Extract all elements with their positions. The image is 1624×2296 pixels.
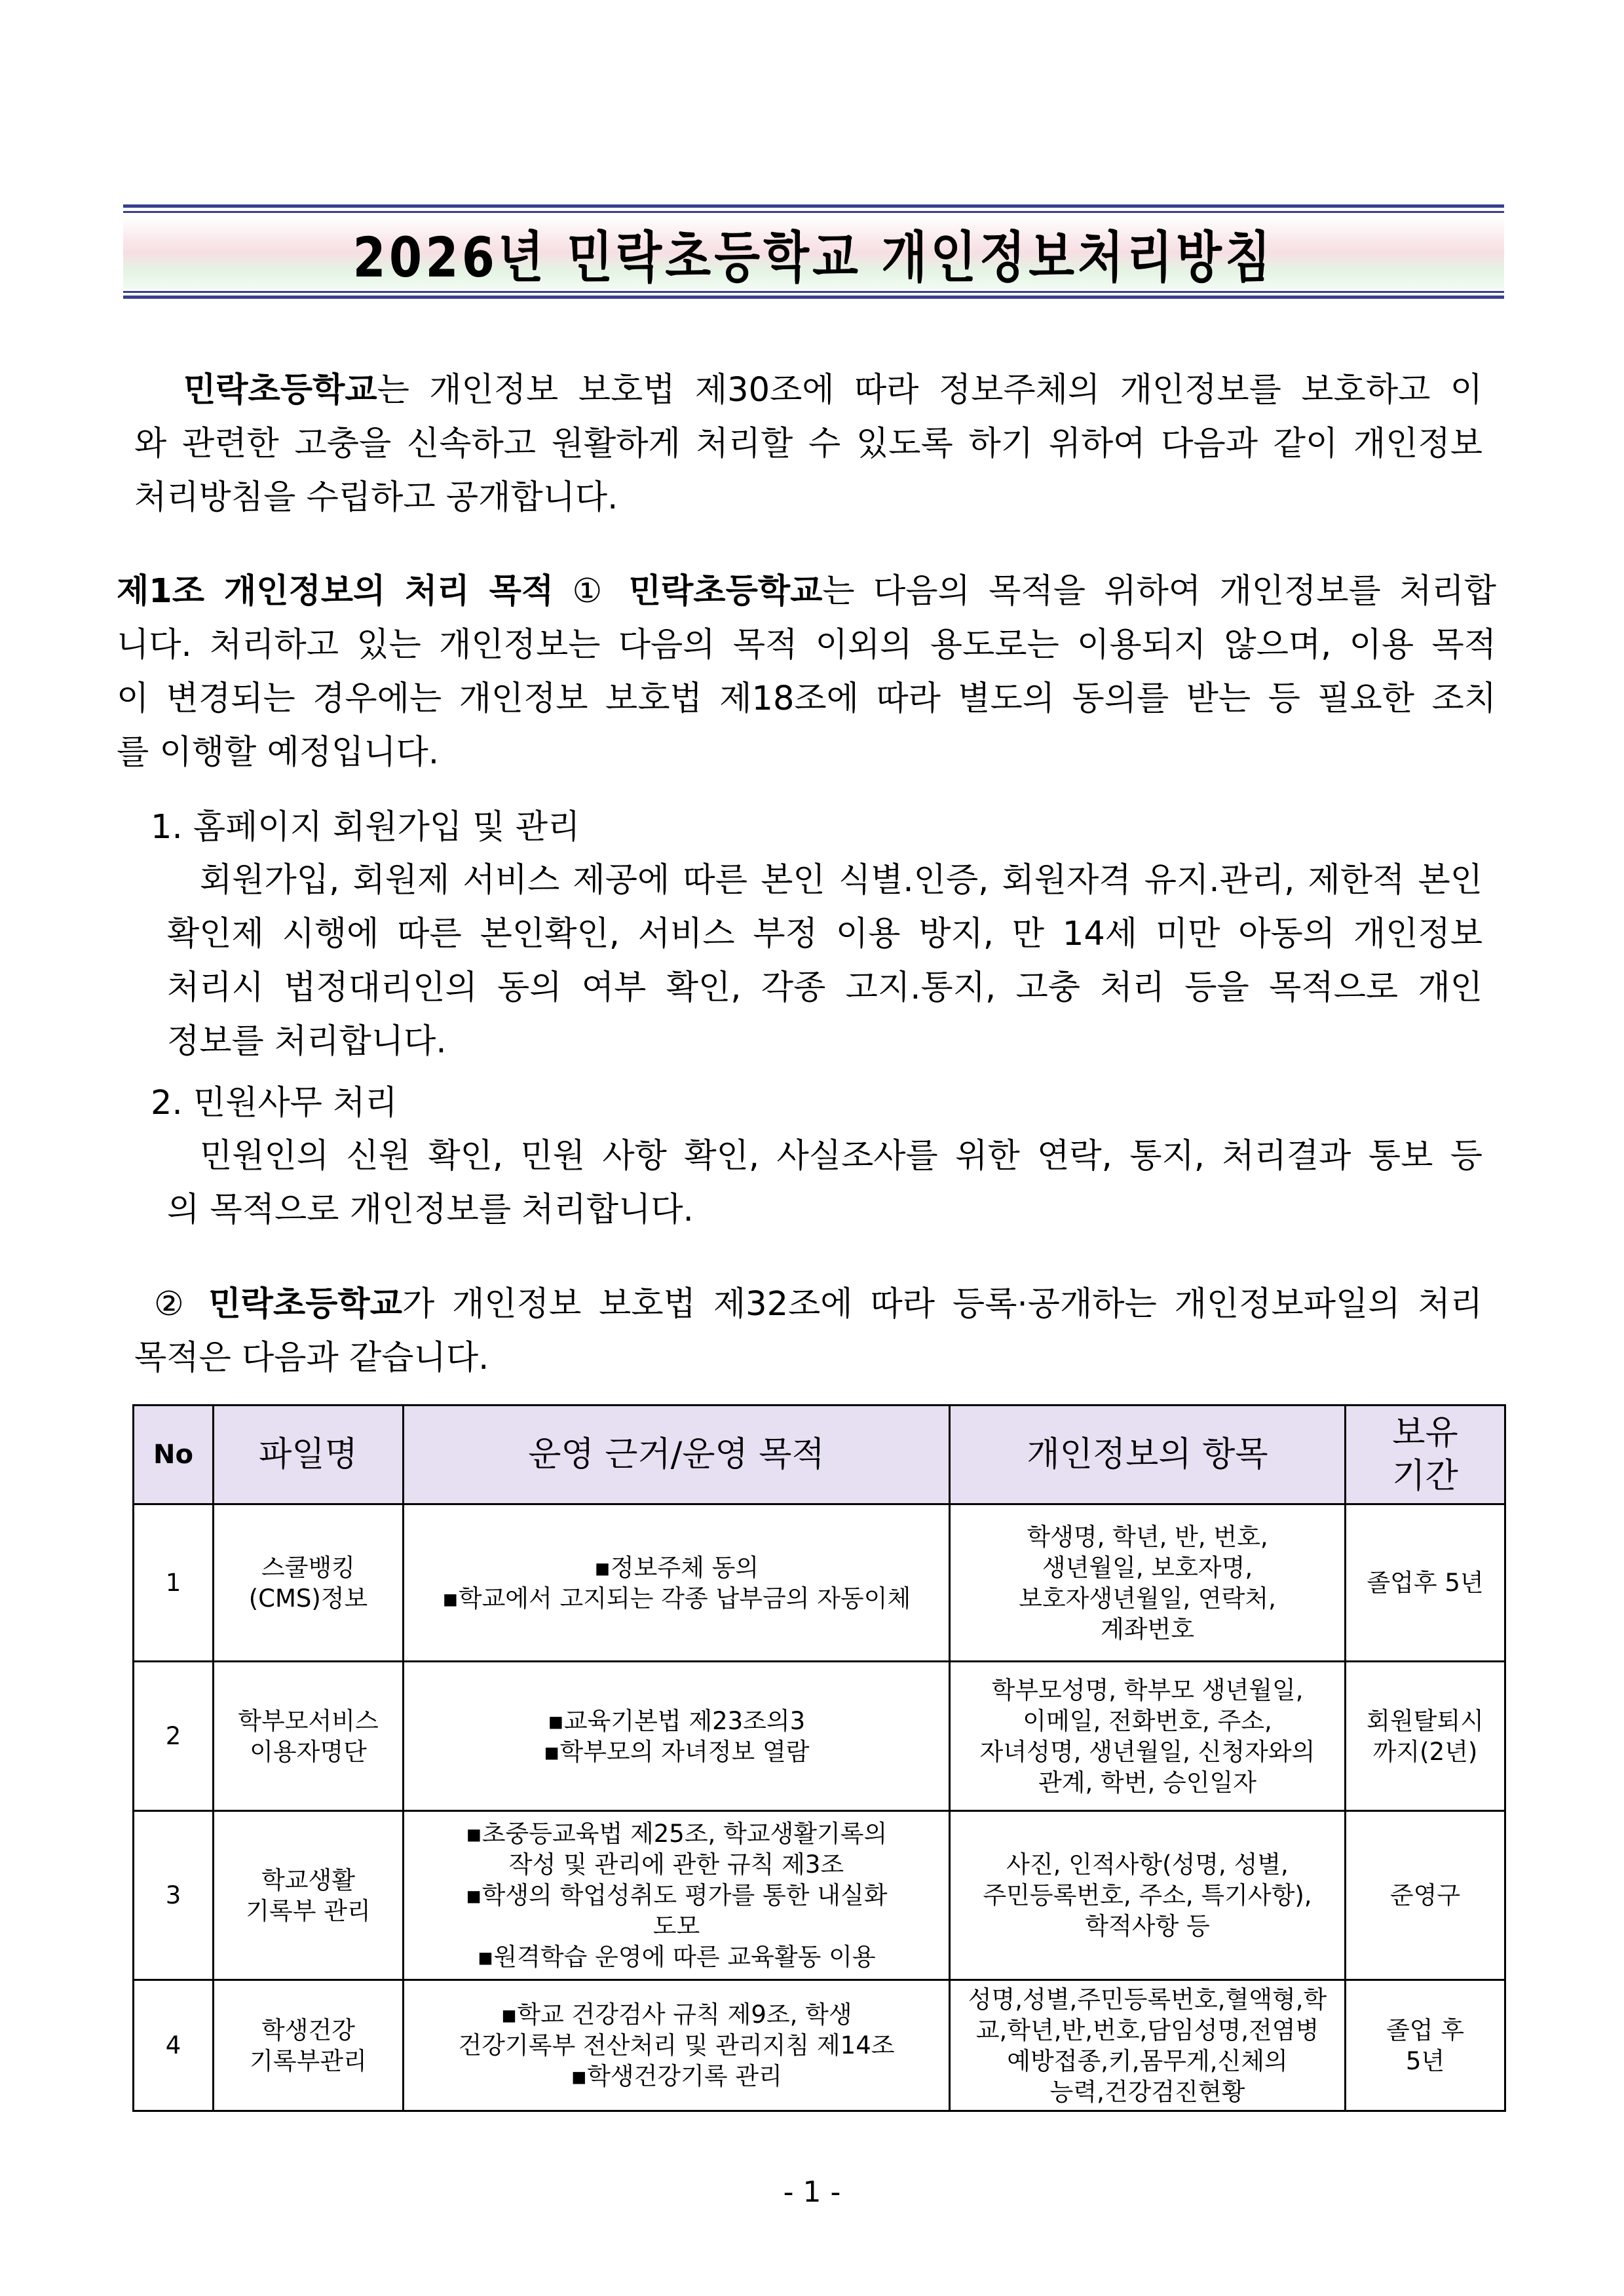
section2-school-name: 민락초등학교	[208, 1285, 402, 1324]
header-items: 개인정보의 항목	[950, 1406, 1346, 1504]
page-number: - 1 -	[783, 2175, 841, 2209]
intro-line-3: 처리방침을 수립하고 공개합니다.	[134, 478, 618, 517]
cell-period: 졸업 후 5년	[1346, 1980, 1505, 2111]
item-1-line-3: 처리시 법정대리인의 동의 여부 확인, 각종 고지.통지, 고충 처리 등을 목적으로 개인	[167, 968, 1482, 1007]
cell-file-name: 스쿨뱅킹 (CMS)정보	[214, 1504, 404, 1662]
title-bottom-rule	[123, 296, 1504, 299]
cell-basis: ▪정보주체 동의 ▪학교에서 고지되는 각종 납부금의 자동이체	[404, 1504, 950, 1662]
cell-no: 2	[134, 1662, 214, 1811]
cell-no: 1	[134, 1504, 214, 1662]
document-title: 2026년 민락초등학교 개인정보처리방침	[352, 225, 1275, 290]
cell-period: 회원탈퇴시 까지(2년)	[1346, 1662, 1505, 1811]
cell-no: 4	[134, 1980, 214, 2111]
item-1-line-4: 정보를 처리합니다.	[167, 1022, 447, 1061]
section2-line-1: ② 민락초등학교가 개인정보 보호법 제32조에 따라 등록·공개하는 개인정보파일의 처리	[154, 1285, 1482, 1324]
title-bottom-rule-thin	[123, 291, 1504, 293]
cell-basis: ▪교육기본법 제23조의3 ▪학부모의 자녀정보 열람	[404, 1662, 950, 1811]
header-retention-period: 보유 기간	[1346, 1406, 1505, 1504]
cell-file-name: 학교생활 기록부 관리	[214, 1811, 404, 1980]
header-file-name: 파일명	[214, 1406, 404, 1504]
intro-paragraph	[134, 364, 1482, 525]
header-no: No	[134, 1406, 214, 1504]
item-2-title: 2. 민원사무 처리	[151, 1084, 398, 1122]
item-1-line-2: 확인제 시행에 따른 본인확인, 서비스 부정 이용 방지, 만 14세 미만 아동의 개인정보	[167, 915, 1482, 953]
intro-line-2: 와 관련한 고충을 신속하고 원활하게 처리할 수 있도록 하기 위하여 다음과 같이 개인정보	[134, 425, 1482, 463]
personal-info-file-table	[132, 1404, 1506, 2112]
article1-line-2: 니다. 처리하고 있는 개인정보는 다음의 목적 이외의 용도로는 이용되지 않으며, 이용 목적	[117, 626, 1496, 664]
article1-paragraph	[117, 565, 1496, 780]
cell-items: 학생명, 학년, 반, 번호, 생년월일, 보호자명, 보호자생년월일, 연락처, 계좌번호	[950, 1504, 1346, 1662]
title-top-rule	[123, 204, 1504, 208]
cell-period: 준영구	[1346, 1811, 1505, 1980]
article1-school-name: 민락초등학교	[628, 572, 823, 611]
item-1-title: 1. 홈페이지 회원가입 및 관리	[151, 808, 580, 847]
intro-line-1: 민락초등학교는 개인정보 보호법 제30조에 따라 정보주체의 개인정보를 보호하고 이	[183, 371, 1482, 410]
table-header-row	[134, 1406, 1505, 1504]
item-1-line-1: 회원가입, 회원제 서비스 제공에 따른 본인 식별.인증, 회원자격 유지.관리, 제한적 본인	[200, 861, 1482, 900]
intro-school-name: 민락초등학교	[183, 371, 377, 410]
cell-basis: ▪초중등교육법 제25조, 학교생활기록의 작성 및 관리에 관한 규칙 제3조 ▪학생의 학업성취도 평가를 통한 내실화 도모 ▪원격학습 운영에 따른 교육활동 이용	[404, 1811, 950, 1980]
table-row	[134, 1811, 1505, 1980]
section2-line-2: 목적은 다음과 같습니다.	[134, 1339, 489, 1377]
article1-line-4: 를 이행할 예정입니다.	[117, 733, 440, 772]
item-1-body	[167, 854, 1482, 1069]
table-row	[134, 1504, 1505, 1662]
item-1	[151, 801, 1487, 854]
article1-line-3: 이 변경되는 경우에는 개인정보 보호법 제18조에 따라 별도의 동의를 받는 등 필요한 조치	[117, 679, 1496, 718]
section2-paragraph	[134, 1278, 1482, 1385]
cell-basis: ▪학교 건강검사 규칙 제9조, 학생 건강기록부 전산처리 및 관리지침 제14조 ▪학생건강기록 관리	[404, 1980, 950, 2111]
table-row	[134, 1980, 1505, 2111]
cell-items: 성명,성별,주민등록번호,혈액형,학 교,학년,반,번호,담임성명,전염병 예방접종,키,몸무게,신체의 능력,건강검진현황	[950, 1980, 1346, 2111]
cell-items: 학부모성명, 학부모 생년월일, 이메일, 전화번호, 주소, 자녀성명, 생년월일, 신청자와의 관계, 학번, 승인일자	[950, 1662, 1346, 1811]
cell-items: 사진, 인적사항(성명, 성별, 주민등록번호, 주소, 특기사항), 학적사항 등	[950, 1811, 1346, 1980]
table-row	[134, 1662, 1505, 1811]
article1-line-1: 제1조 개인정보의 처리 목적 ① 민락초등학교는 다음의 목적을 위하여 개인정보를 처리합	[117, 572, 1496, 611]
article1-heading: 제1조 개인정보의 처리 목적	[117, 572, 554, 611]
cell-no: 3	[134, 1811, 214, 1980]
item-2-line-1: 민원인의 신원 확인, 민원 사항 확인, 사실조사를 위한 연락, 통지, 처리결과 통보 등	[200, 1137, 1482, 1176]
item-2-line-2: 의 목적으로 개인정보를 처리합니다.	[167, 1191, 694, 1229]
title-banner	[123, 216, 1504, 290]
cell-file-name: 학생건강 기록부관리	[214, 1980, 404, 2111]
item-2-body	[167, 1130, 1482, 1237]
header-basis: 운영 근거/운영 목적	[404, 1406, 950, 1504]
cell-period: 졸업후 5년	[1346, 1504, 1505, 1662]
item-2	[151, 1077, 1487, 1130]
cell-file-name: 학부모서비스 이용자명단	[214, 1662, 404, 1811]
